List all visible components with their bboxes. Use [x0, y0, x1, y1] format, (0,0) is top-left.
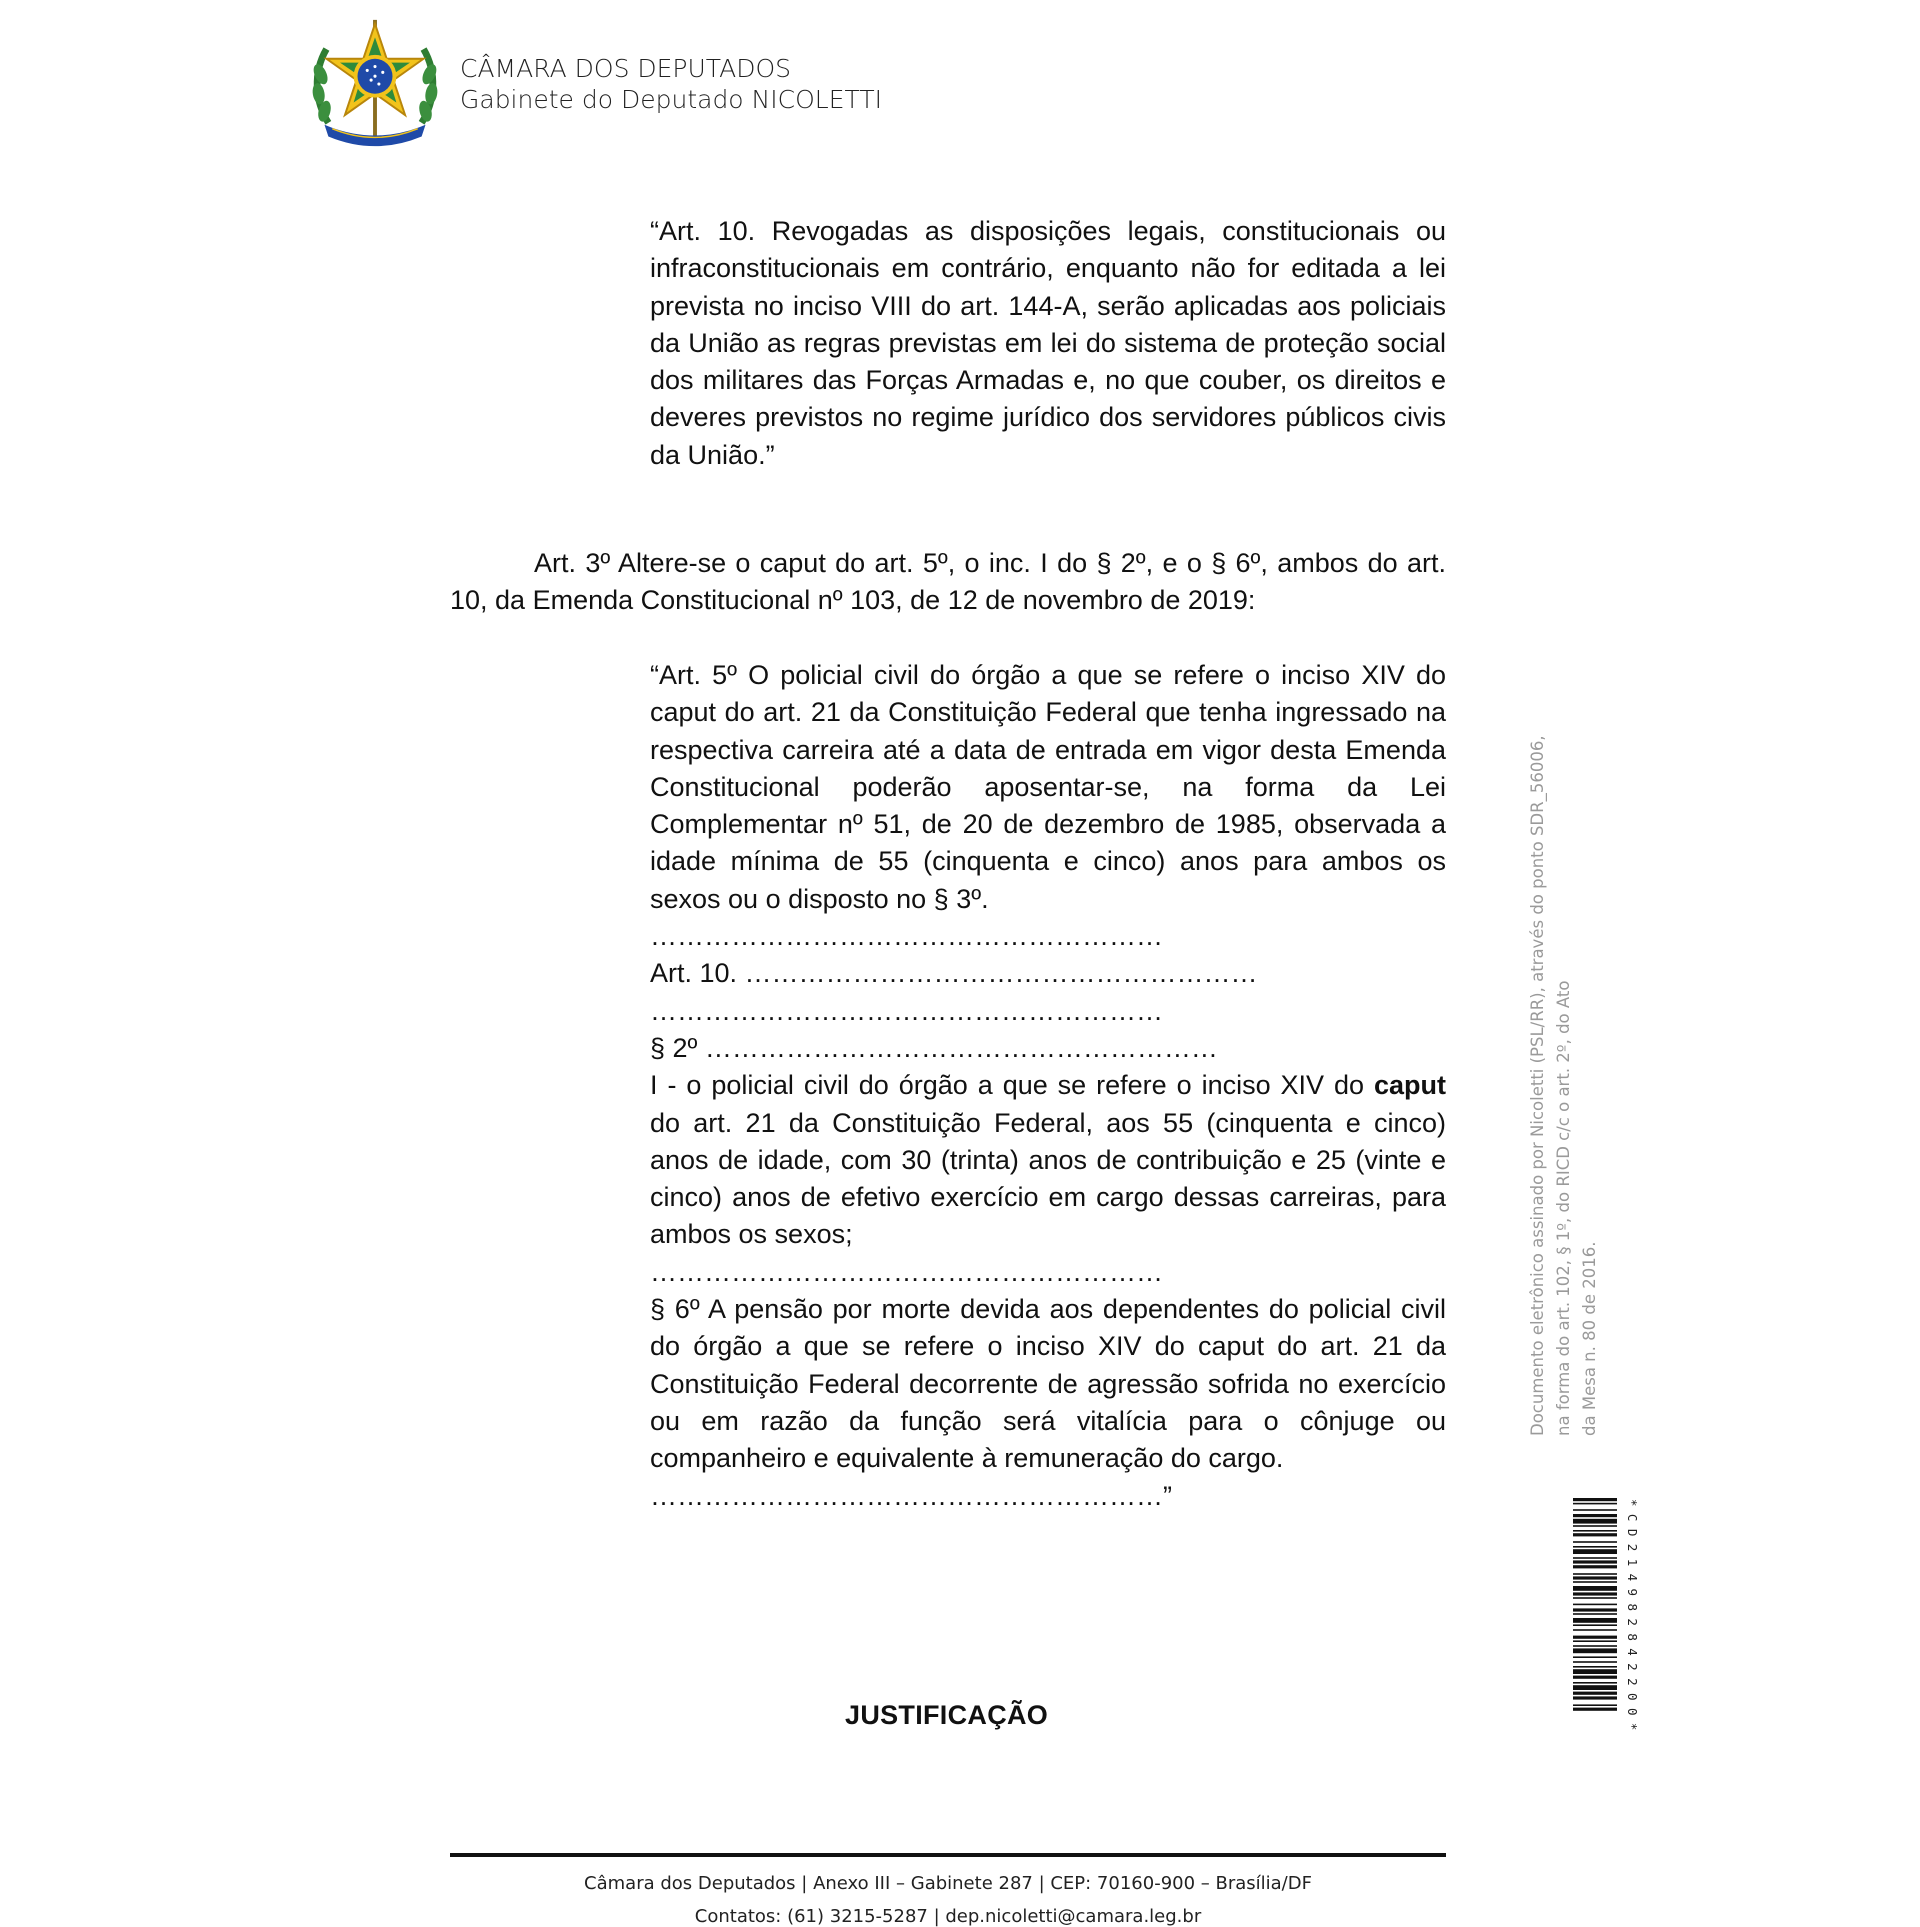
- barcode-bar: [1573, 1692, 1617, 1695]
- electronic-signature-note: [1525, 716, 1603, 1436]
- amendment-block: [650, 657, 1446, 1515]
- barcode-bar: [1573, 1624, 1617, 1626]
- paragraph-6: § 6º A pensão por morte devida aos dependentes do policial civil do órgão a que se refere o inciso XIV do caput do art. 21 da Constituição Federal decorrente de agressão sofrida no exercício ou em razão da função será vitalícia para o cônjuge ou companheiro e equivalente à remuneração do cargo.: [650, 1294, 1446, 1474]
- footer-address: Câmara dos Deputados | Anexo III – Gabinete 287 | CEP: 70160-900 – Brasília/DF: [584, 1873, 1312, 1894]
- art3-paragraph: Art. 3º Altere-se o caput do art. 5º, o inc. I do § 2º, e o § 6º, ambos do art. 10, da Emenda Constitucional nº 103, de 12 de novembro de 2019:: [450, 548, 1446, 616]
- office-name: Gabinete do Deputado NICOLETTI: [460, 85, 882, 114]
- ellipsis-line-2: …………………………………………………: [650, 995, 1163, 1026]
- inciso-1-caput: caput: [1373, 1070, 1446, 1101]
- footer-contacts: Contatos: (61) 3215-5287 | dep.nicoletti@camara.leg.br: [694, 1906, 1202, 1927]
- barcode-bar: [1573, 1557, 1617, 1559]
- barcode-icon: [1573, 1498, 1617, 1788]
- barcode-bar: [1573, 1608, 1617, 1611]
- barcode-bar: [1573, 1549, 1617, 1554]
- footer-divider: [450, 1853, 1446, 1857]
- barcode-bar: [1573, 1676, 1617, 1679]
- barcode-bar: [1573, 1565, 1617, 1568]
- barcode-bar: [1573, 1618, 1617, 1623]
- barcode-bar: [1573, 1604, 1617, 1606]
- barcode-bar: [1573, 1519, 1617, 1524]
- ellipsis-line-3: …………………………………………………: [650, 1256, 1163, 1287]
- art10-line: Art. 10. …………………………………………………: [650, 958, 1258, 989]
- barcode-bar: [1573, 1696, 1617, 1699]
- barcode-bar: [1573, 1597, 1617, 1599]
- institution-name: CÂMARA DOS DEPUTADOS: [460, 54, 792, 83]
- barcode-bar: [1573, 1498, 1617, 1501]
- signature-note-line-2: na forma do art. 102, § 1º, do RICD c/c o art. 2º, do Ato: [1554, 980, 1573, 1436]
- barcode-bar: [1573, 1530, 1617, 1532]
- barcode-bar: [1573, 1666, 1617, 1668]
- barcode-bar: [1573, 1636, 1617, 1639]
- barcode-bar: [1573, 1509, 1617, 1511]
- barcode-bar: [1573, 1592, 1617, 1595]
- barcode-bar: [1573, 1541, 1617, 1543]
- barcode-bar: [1573, 1708, 1617, 1711]
- barcode-bar: [1573, 1560, 1617, 1563]
- barcode-bar: [1573, 1704, 1617, 1706]
- paragraph-2-line: § 2º …………………………………………………: [650, 1032, 1218, 1063]
- barcode-bar: [1573, 1640, 1617, 1642]
- barcode-bar: [1573, 1656, 1617, 1658]
- barcode-bar: [1573, 1581, 1617, 1583]
- barcode-bar: [1573, 1573, 1617, 1575]
- barcode-bar: [1573, 1629, 1617, 1631]
- ellipsis-line-1: …………………………………………………: [650, 921, 1163, 952]
- barcode-bar: [1573, 1576, 1617, 1579]
- art5-paragraph: “Art. 5º O policial civil do órgão a que se refere o inciso XIV do caput do art. 21 da Constituição Federal que tenha ingressado na respectiva carreira até a data de entrada em vigor desta Emenda Constitucional poderão aposentar-se, na forma da Lei Complementar nº 51, de 20 de dezembro de 1985, observada a idade mínima de 55 (cinquenta e cinco) anos para ambos os sexos ou o disposto no § 3º.: [650, 660, 1446, 914]
- barcode-bar: [1573, 1503, 1617, 1505]
- barcode-bar: [1573, 1514, 1617, 1517]
- art10-quote: “Art. 10. Revogadas as disposições legais, constitucionais ou infraconstitucionais em contrário, enquanto não for editada a lei prevista no inciso VIII do art. 144-A, serão aplicadas aos policiais da União as regras previstas em lei do sistema de proteção social dos militares das Forças Armadas e, no que couber, os direitos e deveres previstos no regime jurídico dos servidores públicos civis da União.”: [650, 216, 1446, 470]
- barcode-bar: [1573, 1546, 1617, 1548]
- barcode-bar: [1573, 1645, 1617, 1647]
- letterhead: [307, 14, 882, 154]
- brazil-coat-of-arms-icon: [307, 16, 443, 152]
- barcode-bar: [1573, 1586, 1617, 1591]
- barcode-bar: [1573, 1669, 1617, 1674]
- inciso-1-prefix: I - o policial civil do órgão a que se refere o inciso XIV do: [650, 1070, 1374, 1101]
- signature-note-line-3: da Mesa n. 80 de 2016.: [1580, 1241, 1599, 1436]
- barcode-bar: [1573, 1685, 1617, 1690]
- barcode-bar: [1573, 1648, 1617, 1653]
- inciso-1-rest: do art. 21 da Constituição Federal, aos 55 (cinquenta e cinco) anos de idade, com 30 (trinta) anos de contribuição e 25 (vinte e cinco) anos de efetivo exercício em cargo dessas carreiras, para ambos os sexos;: [650, 1107, 1446, 1250]
- barcode-bar: [1573, 1533, 1617, 1536]
- barcode-bar: [1573, 1661, 1617, 1663]
- signature-note-line-1: Documento eletrônico assinado por Nicoletti (PSL/RR), através do ponto SDR_56006,: [1528, 735, 1547, 1436]
- barcode-bar: [1573, 1613, 1617, 1615]
- barcode-code: *CD214982842200*: [1625, 1499, 1640, 1738]
- art3-block: [450, 545, 1446, 620]
- ellipsis-line-end: …………………………………………………”: [650, 1480, 1172, 1511]
- barcode-bar: [1573, 1682, 1617, 1684]
- barcode-bar: [1573, 1525, 1617, 1527]
- inciso-1-paragraph: [650, 1067, 1446, 1253]
- art10-quote-block: [650, 213, 1446, 474]
- justificacao-heading: JUSTIFICAÇÃO: [845, 1700, 1049, 1730]
